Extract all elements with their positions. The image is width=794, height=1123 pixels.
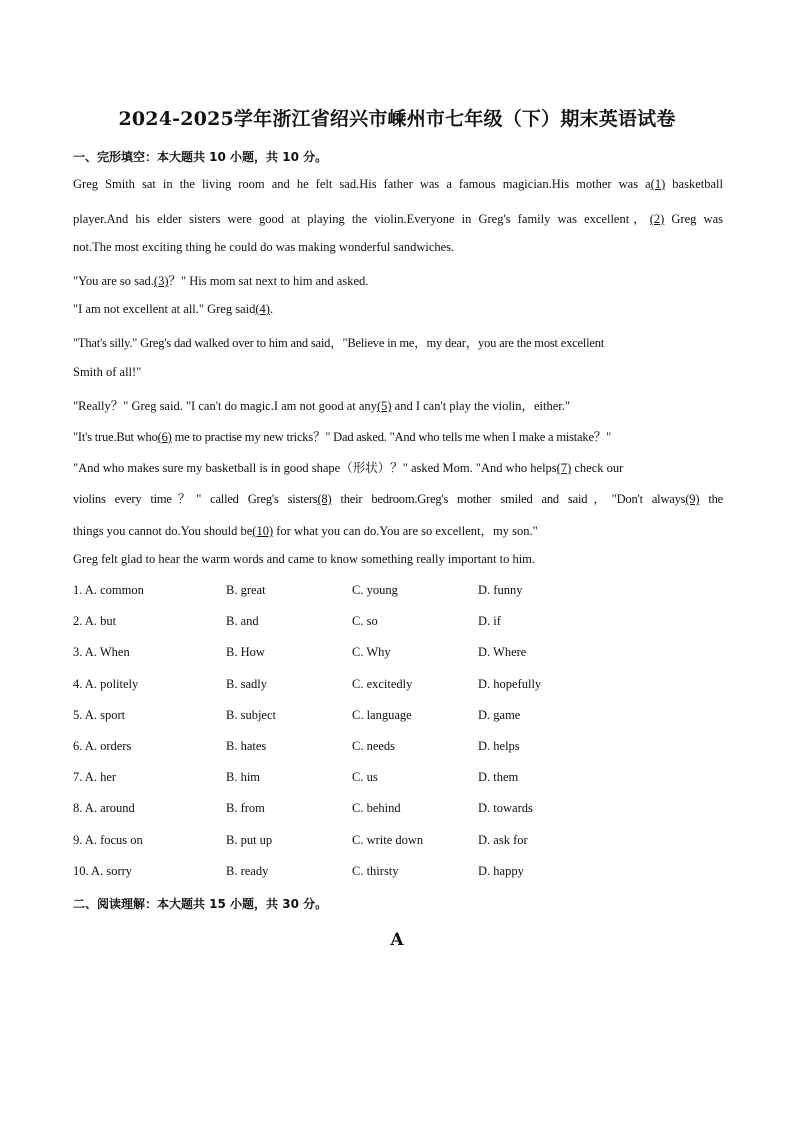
option-d: D. hopefully	[478, 677, 542, 691]
passage-line: "Really？" Greg said. "I can't do magic.I am not good at any(5) and I can't play the violin，either."	[73, 399, 571, 413]
blank-2: (2)	[649, 212, 665, 226]
option-b: B. from	[226, 801, 265, 815]
blank-7: (7)	[556, 461, 572, 475]
option-c: C. us	[352, 770, 378, 784]
option-b: B. him	[226, 770, 261, 784]
option-d: D. funny	[478, 583, 523, 597]
option-a: 3. A. When	[73, 645, 130, 659]
passage-line: "It's true.But who(6) me to practise my new tricks？" Dad asked. "And who tells me when I make a mistake？"	[73, 430, 612, 444]
option-a: 8. A. around	[73, 801, 135, 815]
option-a: 1. A. common	[73, 583, 144, 597]
option-d: D. them	[478, 770, 519, 784]
passage-line: "That's silly." Greg's dad walked over to him and said，"Believe in me，my dear，you are the most excellent	[73, 336, 605, 350]
passage-line: things you cannot do.You should be(10) for what you can do.You are so excellent，my son."	[73, 524, 538, 538]
option-d: D. Where	[478, 645, 527, 659]
blank-6: (6)	[157, 430, 172, 444]
passage-line: "And who makes sure my basketball is in good shape（形状）？" asked Mom. "And who helps(7) check our	[73, 461, 624, 475]
option-c: C. excitedly	[352, 677, 413, 691]
option-b: B. hates	[226, 739, 267, 753]
option-c: C. so	[352, 614, 378, 628]
option-b: B. subject	[226, 708, 276, 722]
option-b: B. How	[226, 645, 265, 659]
option-b: B. put up	[226, 833, 273, 847]
option-d: D. game	[478, 708, 521, 722]
blank-9: (9)	[685, 492, 700, 506]
option-a: 10. A. sorry	[73, 864, 133, 878]
option-b: B. and	[226, 614, 259, 628]
passage-line: not.The most exciting thing he could do was making wonderful sandwiches.	[73, 240, 455, 254]
option-a: 7. A. her	[73, 770, 117, 784]
option-a: 9. A. focus on	[73, 833, 143, 847]
passage-line: "You are so sad.(3)？" His mom sat next to him and asked.	[73, 274, 369, 288]
blank-4: (4)	[255, 302, 270, 316]
passage-line: "I am not excellent at all." Greg said(4).	[73, 302, 274, 316]
blank-3: (3)	[153, 274, 169, 288]
option-a: 6. A. orders	[73, 739, 132, 753]
option-c: C. Why	[352, 645, 391, 659]
option-c: C. needs	[352, 739, 396, 753]
passage-line: Greg felt glad to hear the warm words and came to know something really important to him.	[73, 552, 536, 566]
option-c: C. language	[352, 708, 412, 722]
blank-1: (1)	[650, 177, 666, 191]
blank-8: (8)	[317, 492, 332, 506]
blank-5: (5)	[376, 399, 392, 413]
passage-line: Greg Smith sat in the living room and he felt sad.His father was a famous magician.His mother was a(1) basketball	[73, 177, 723, 191]
option-a: 4. A. politely	[73, 677, 139, 691]
option-d: D. towards	[478, 801, 533, 815]
option-c: C. young	[352, 583, 398, 597]
option-b: B. sadly	[226, 677, 267, 691]
section-2-heading: 二、阅读理解：本大题共 15 小题，共 30 分。	[73, 897, 328, 911]
passage-line: violins every time？" called Greg's sisters(8) their bedroom.Greg's mother smiled and said，"Don't always(9) the	[73, 492, 723, 506]
option-a: 2. A. but	[73, 614, 117, 628]
blank-10: (10)	[252, 524, 274, 538]
option-b: B. great	[226, 583, 266, 597]
option-a: 5. A. sport	[73, 708, 126, 722]
option-d: D. helps	[478, 739, 520, 753]
option-d: D. if	[478, 614, 501, 628]
passage-line: player.And his elder sisters were good at playing the violin.Everyone in Greg's family was excellent，(2) Greg was	[73, 212, 723, 226]
option-d: D. happy	[478, 864, 524, 878]
passage-a-title: A	[390, 930, 404, 950]
passage-line: Smith of all!"	[73, 365, 142, 379]
option-c: C. behind	[352, 801, 401, 815]
page-title: 2024-2025学年浙江省绍兴市嵊州市七年级（下）期末英语试卷	[118, 108, 676, 130]
option-c: C. write down	[352, 833, 424, 847]
option-c: C. thirsty	[352, 864, 399, 878]
section-1-heading: 一、完形填空：本大题共 10 小题，共 10 分。	[73, 150, 328, 164]
option-d: D. ask for	[478, 833, 528, 847]
option-b: B. ready	[226, 864, 269, 878]
